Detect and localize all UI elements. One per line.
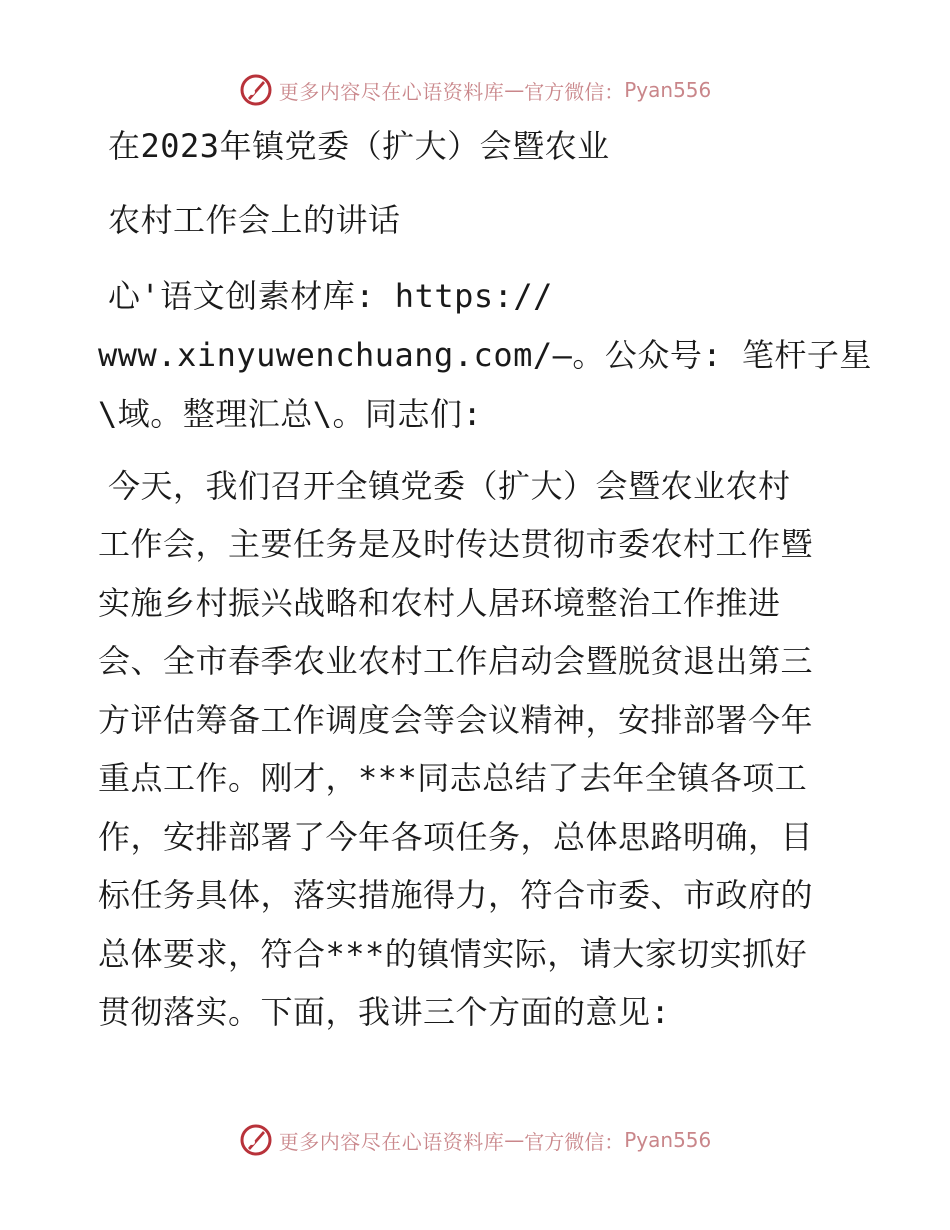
source-line-2: www.xinyuwenchuang.com/—。公众号: 笔杆子星 [98,336,872,374]
body-line: 总体要求，符合***的镇情实际，请大家切实抓好 [98,935,808,973]
body-line: 贯彻落实。下面，我讲三个方面的意见: [98,993,671,1031]
body-line: 标任务具体，落实措施得力，符合市委、市政府的 [98,876,814,914]
banner-wechat-id: Pyan556 [624,78,712,102]
banner-separator: — [504,78,525,102]
document-title-line-2: 农村工作会上的讲话 [108,201,401,239]
banner-official-label: 官方微信： [524,1129,625,1154]
body-line: 方评估筹备工作调度会等会议精神，安排部署今年 [98,701,814,739]
banner-official-label: 官方微信： [524,79,625,104]
source-line-3: \域。整理汇总\。同志们: [98,395,483,433]
banner-separator: — [504,1128,525,1152]
body-line: 实施乡村振兴战略和农村人居环境整治工作推进 [98,584,781,622]
banner-wechat-id: Pyan556 [624,1128,712,1152]
banner-text: 更多内容尽在心语资料库 [278,1129,505,1154]
body-line: 会、全市春季农业农村工作启动会暨脱贫退出第三 [98,642,814,680]
body-line: 作，安排部署了今年各项任务，总体思路明确，目 [98,818,814,856]
quill-logo-icon [239,73,273,107]
quill-logo-icon [239,1123,273,1157]
source-line-1: 心'语文创素材库: https:// [108,277,553,315]
banner-text: 更多内容尽在心语资料库 [278,79,505,104]
body-line: 今天，我们召开全镇党委（扩大）会暨农业农村 [108,467,791,505]
footer-banner [0,1120,950,1160]
document-title-line-1: 在2023年镇党委（扩大）会暨农业 [108,127,610,165]
body-line: 重点工作。刚才，***同志总结了去年全镇各项工 [98,759,808,797]
body-line: 工作会，主要任务是及时传达贯彻市委农村工作暨 [98,525,814,563]
header-banner [0,70,950,110]
